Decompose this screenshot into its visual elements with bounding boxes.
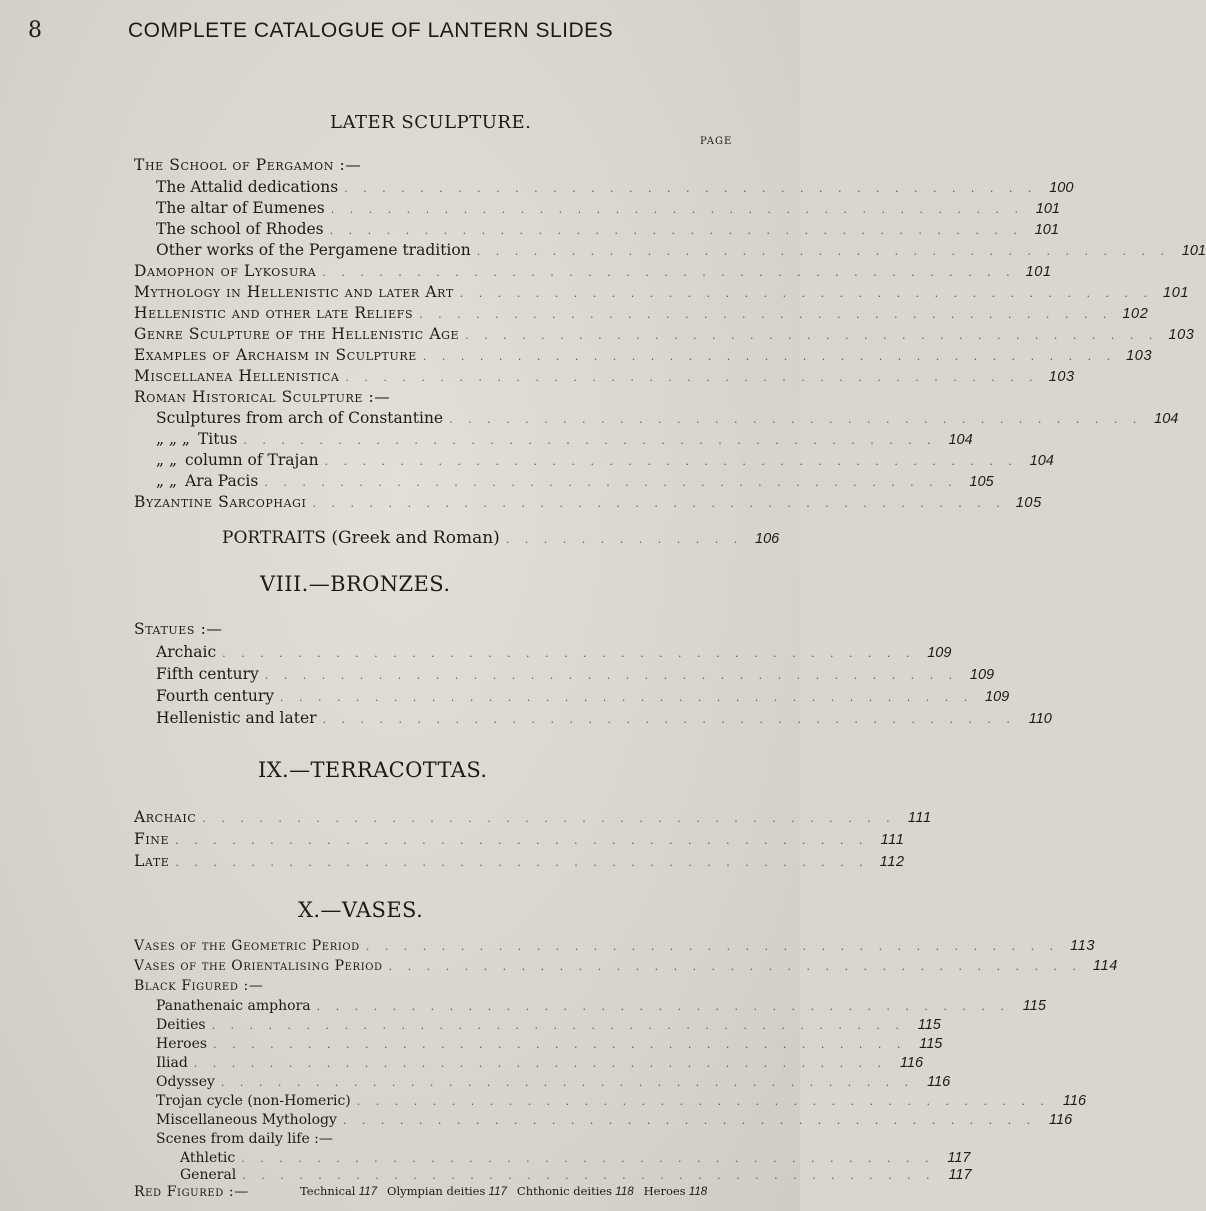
entry-bronze-archaic: Archaic . . . . . . . . . . . . . . . . . . . . . . . . . . . . . . . . . . . . . 109 — [156, 643, 952, 661]
entry-geometric-period: Vases of the Geometric Period . . . . . . . . . . . . . . . . . . . . . . . . . . . . . . . . . . . . . 113 — [134, 938, 1096, 954]
entry-daily-life: Scenes from daily life :— — [156, 1131, 333, 1147]
entry-byzantine-sarcophagi: Byzantine Sarcophagi . . . . . . . . . . . . . . . . . . . . . . . . . . . . . . . . . . . . . 105 — [134, 493, 1042, 511]
section-title-vases: X.—VASES. — [298, 898, 424, 922]
running-head — [28, 18, 758, 50]
entry-misc-mythology: Miscellaneous Mythology . . . . . . . . . . . . . . . . . . . . . . . . . . . . . . . . . . . . . 116 — [156, 1112, 1073, 1128]
entry-odyssey: Odyssey . . . . . . . . . . . . . . . . . . . . . . . . . . . . . . . . . . . . . 116 — [156, 1074, 951, 1090]
entry-terracotta-fine: Fine . . . . . . . . . . . . . . . . . . . . . . . . . . . . . . . . . . . . . 111 — [134, 830, 905, 848]
entry-hellenistic-later: Hellenistic and later . . . . . . . . . . . . . . . . . . . . . . . . . . . . . . . . . . . . . 110 — [156, 709, 1052, 727]
section-title-later-sculpture: LATER SCULPTURE. — [330, 112, 532, 133]
section-title-terracottas: IX.—TERRACOTTAS. — [258, 758, 488, 782]
page-number: 8 — [28, 18, 42, 43]
entry-fifth-century: Fifth century . . . . . . . . . . . . . . . . . . . . . . . . . . . . . . . . . . . . . 109 — [156, 665, 995, 683]
entry-genre-sculpture: Genre Sculpture of the Hellenistic Age . . . . . . . . . . . . . . . . . . . . . . . . . . . . . . . . . . . . . 103 — [134, 325, 1195, 343]
entry-miscellanea: Miscellanea Hellenistica . . . . . . . . . . . . . . . . . . . . . . . . . . . . . . . . . . . . . 103 — [134, 367, 1075, 385]
entry-arch-of-constantine: Sculptures from arch of Constantine . . . . . . . . . . . . . . . . . . . . . . . . . . . . . . . . . . . . . 104 — [156, 409, 1179, 427]
entry-roman-historical: Roman Historical Sculpture :— — [134, 388, 391, 406]
entry-fourth-century: Fourth century . . . . . . . . . . . . . . . . . . . . . . . . . . . . . . . . . . . . . 109 — [156, 687, 1010, 705]
entry-hellenistic-reliefs: Hellenistic and other late Reliefs . . . . . . . . . . . . . . . . . . . . . . . . . . . . . . . . . . . . . 102 — [134, 304, 1149, 322]
entry-trojan-cycle: Trojan cycle (non-Homeric) . . . . . . . . . . . . . . . . . . . . . . . . . . . . . . . . . . . . . 116 — [156, 1093, 1087, 1109]
running-title: COMPLETE CATALOGUE OF LANTERN SLIDES — [128, 19, 614, 42]
entry-orientalising-period: Vases of the Orientalising Period . . . . . . . . . . . . . . . . . . . . . . . . . . . . . . . . . . . . . 114 — [134, 958, 1118, 974]
entry-statues: Statues :— — [134, 620, 223, 638]
page-column-label: PAGE — [700, 136, 733, 147]
entry-iliad: Iliad . . . . . . . . . . . . . . . . . . . . . . . . . . . . . . . . . . . . . 116 — [156, 1055, 924, 1071]
entry-bf-deities: Deities . . . . . . . . . . . . . . . . . . . . . . . . . . . . . . . . . . . . . 115 — [156, 1017, 941, 1033]
entry-altar-of-eumenes: The altar of Eumenes . . . . . . . . . . . . . . . . . . . . . . . . . . . . . . . . . . . . . 101 — [156, 199, 1060, 217]
entry-ara-pacis: „ „ Ara Pacis . . . . . . . . . . . . . . . . . . . . . . . . . . . . . . . . . . . . . 105 — [156, 472, 994, 490]
entry-titus: „ „ „ Titus . . . . . . . . . . . . . . . . . . . . . . . . . . . . . . . . . . . . . 104 — [156, 430, 973, 448]
entry-bf-heroes: Heroes . . . . . . . . . . . . . . . . . . . . . . . . . . . . . . . . . . . . . 115 — [156, 1036, 943, 1052]
entry-terracotta-archaic: Archaic . . . . . . . . . . . . . . . . . . . . . . . . . . . . . . . . . . . . . 111 — [134, 808, 932, 826]
entry-general: General . . . . . . . . . . . . . . . . . . . . . . . . . . . . . . . . . . . . . 117 — [180, 1167, 972, 1183]
entry-terracotta-late: Late . . . . . . . . . . . . . . . . . . . . . . . . . . . . . . . . . . . . . 112 — [134, 852, 905, 870]
entry-red-figured: Red Figured :— — [134, 1184, 249, 1200]
entry-attalid-dedications: The Attalid dedications . . . . . . . . . . . . . . . . . . . . . . . . . . . . . . . . . . . . . 100 — [156, 178, 1074, 196]
entry-olympian-deities: Olympian deities 117 — [387, 1184, 507, 1198]
entry-school-of-rhodes: The school of Rhodes . . . . . . . . . . . . . . . . . . . . . . . . . . . . . . . . . . . . . 101 — [156, 220, 1059, 238]
entry-black-figured: Black Figured :— — [134, 978, 264, 994]
entry-technical: Technical 117 — [300, 1184, 378, 1198]
entry-school-of-pergamon: The School of Pergamon :— — [134, 156, 362, 174]
section-title-bronzes: VIII.—BRONZES. — [260, 572, 451, 596]
entry-archaism: Examples of Archaism in Sculpture . . . . . . . . . . . . . . . . . . . . . . . . . . . . . . . . . . . . . 103 — [134, 346, 1153, 364]
entry-athletic: Athletic . . . . . . . . . . . . . . . . . . . . . . . . . . . . . . . . . . . . . 117 — [180, 1150, 971, 1166]
entry-column-of-trajan: „ „ column of Trajan . . . . . . . . . . . . . . . . . . . . . . . . . . . . . . . . . . . . . 104 — [156, 451, 1054, 469]
entry-portraits: PORTRAITS (Greek and Roman) . . . . . . . . . . . . . 106 — [222, 528, 780, 548]
entry-damophon: Damophon of Lykosura . . . . . . . . . . . . . . . . . . . . . . . . . . . . . . . . . . . . . 101 — [134, 262, 1052, 280]
entry-rf-heroes: Heroes 118 — [643, 1184, 708, 1198]
entry-chthonic-deities: Chthonic deities 118 — [516, 1184, 634, 1198]
red-figured-subentries — [300, 1184, 730, 1204]
entry-panathenaic-amphora: Panathenaic amphora . . . . . . . . . . . . . . . . . . . . . . . . . . . . . . . . . . . . . 115 — [156, 998, 1046, 1014]
entry-mythology-hellenistic: Mythology in Hellenistic and later Art . . . . . . . . . . . . . . . . . . . . . . . . . . . . . . . . . . . . . 101 — [134, 283, 1190, 301]
entry-pergamene-tradition: Other works of the Pergamene tradition . . . . . . . . . . . . . . . . . . . . . . . . . . . . . . . . . . . . . 101 — [156, 241, 1206, 259]
